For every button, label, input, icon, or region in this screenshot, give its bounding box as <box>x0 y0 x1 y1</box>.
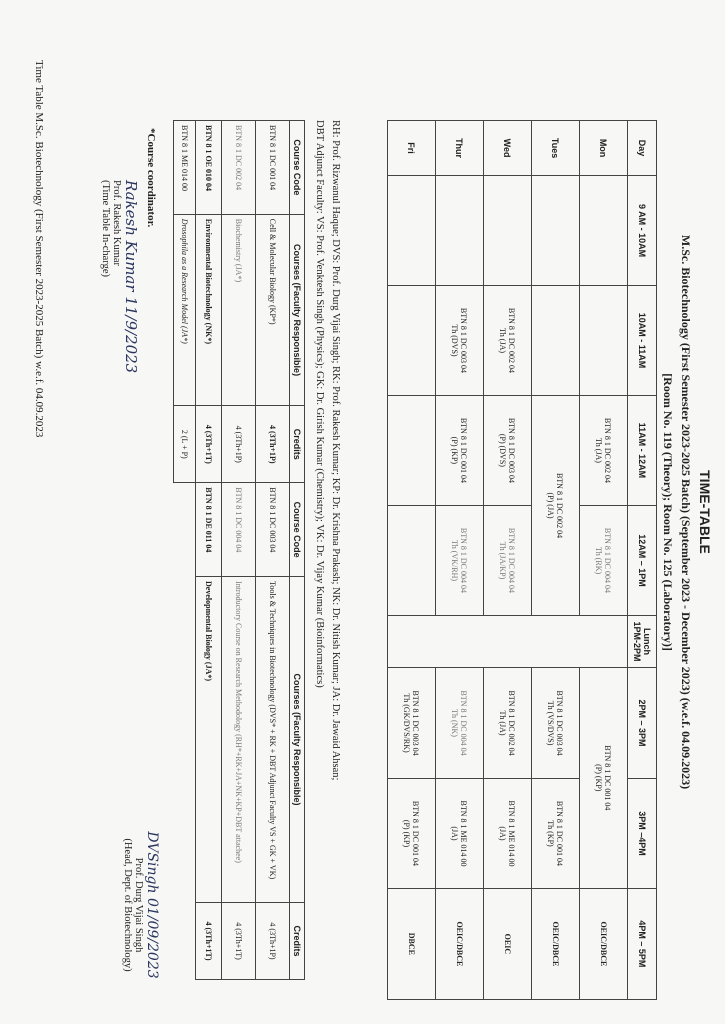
left-signature: Rakesh Kumar 11/9/2023 <box>122 180 140 374</box>
courses-header-row <box>290 121 305 980</box>
timetable-cell: BTN 8 1 DC 004 04 Th (NK) <box>436 667 484 778</box>
timetable-cell: BTN 8 1 DC 002 04 Th (JA) <box>580 395 628 505</box>
course-name: Introductory Course on Research Methodology (RH*+RK+JA+NK+KP+DBT attachee) <box>222 577 256 903</box>
course-credits: 4 (3Th+1T) <box>196 903 222 980</box>
faculty-legend-line2: DBT Adjunct Faculty: VS: Prof. Venktesh Singh (Physics); GK: Dr. Girish Kumar (Chemistry); VK: Dr. Vijay Kumar (Bioinformatics) <box>314 120 325 688</box>
page-subtitle: M.Sc. Biotechnology (First Semester 2023-2025 Batch) (September 2023 - December 2023) (w.e.f. 04.09.2023) <box>679 234 693 790</box>
timetable <box>387 120 657 1000</box>
room-info: [Room No. 119 (Theory); Room No. 125 (Laboratory)] <box>661 373 675 651</box>
course-code: BTN 8 1 DC 002 04 <box>222 121 256 215</box>
timetable-cell: BTN 8 1 DC 001 04 Th (KP) <box>532 779 580 889</box>
timetable-cell: BTN 8 1 DC 004 04 Th (JA/KP) <box>484 505 532 615</box>
timetable-cell <box>532 176 580 286</box>
course-name: Tools & Techniques in Biotechnology (DVS* + RK + DBT Adjunct Faculty VS + GK + VK) <box>256 577 290 903</box>
timetable-cell <box>580 286 628 396</box>
timetable-cell: BTN 8 1 DC 002 04 Th (JA) <box>484 667 532 778</box>
timetable-cell <box>388 176 436 286</box>
timetable-cell <box>532 286 580 396</box>
course-credits: 4 (3Th+1T) <box>222 903 256 980</box>
course-credits: 4 (3Th+1P) <box>256 903 290 980</box>
coordinator-note: *Course coordinator. <box>145 128 157 228</box>
header-course-code: Course Code <box>290 121 305 215</box>
timetable-cell: OEIC/DBCE <box>436 888 484 999</box>
header-courses-2: Courses (Faculty Responsible) <box>290 577 305 903</box>
course-code: BTN 8 1 DC 003 04 <box>256 483 290 577</box>
table-row <box>388 121 436 1000</box>
timetable-cell <box>580 176 628 286</box>
course-name: Drosophila as a Research Model (JA*) <box>174 214 196 406</box>
page-title: TIME-TABLE <box>697 470 713 554</box>
timetable-cell: OEIC/DBCE <box>532 888 580 999</box>
timetable-cell <box>436 176 484 286</box>
timetable-cell: DBCE <box>388 888 436 999</box>
right-signatory-name: Prof. Durg Vijai Singh <box>133 857 144 953</box>
timetable-cell <box>388 286 436 396</box>
timetable-cell <box>388 395 436 505</box>
day-cell: Wed <box>484 121 532 176</box>
left-signature-block <box>100 180 140 420</box>
col-11am: 11AM - 12AM <box>628 395 657 505</box>
course-name: Cell & Molecular Biology (KP*) <box>256 214 290 406</box>
faculty-legend-line1: RH: Prof. Rizwanul Haque; DVS: Prof. Durg Vijai Singh; RK: Prof. Rakesh Kumar; KP: Dr. Krishna Prakash; NK: Dr. Nitish Kumar; JA: Dr. Jawaid Ahsan; <box>330 120 341 781</box>
course-code: BTN 8 1 DC 004 04 <box>222 483 256 577</box>
header-courses: Courses (Faculty Responsible) <box>290 214 305 406</box>
col-10am: 10AM - 11AM <box>628 286 657 396</box>
timetable-cell: BTN 8 1 DC 002 04 (P) (JA) <box>532 395 580 615</box>
empty-cell <box>174 577 196 903</box>
timetable-cell: BTN 8 1 DC 003 04 Th (VS/DVS) <box>532 667 580 778</box>
left-signatory-name: Prof. Rakesh Kumar <box>111 180 122 267</box>
timetable-cell: BTN 8 1 DC 003 04 (P) (DVS) <box>484 395 532 505</box>
day-cell: Tues <box>532 121 580 176</box>
table-row <box>222 121 256 980</box>
faculty-legend <box>311 120 343 1010</box>
course-name: Environmental Biotechnology (NK*) <box>196 214 222 406</box>
timetable-cell: BTN 8 1 DC 003 04 Th (DVS) <box>436 286 484 396</box>
col-lunch: Lunch 1PM-2PM <box>628 616 657 668</box>
empty-cell <box>174 903 196 980</box>
timetable-cell: BTN 8 1 ME 014 00 (JA) <box>484 779 532 889</box>
timetable-cell: BTN 8 1 DC 004 04 Th (RK) <box>580 505 628 615</box>
table-row <box>532 121 580 1000</box>
right-signatory-role: (Head, Dept. of Biotechnology) <box>122 838 133 972</box>
table-row <box>196 121 222 980</box>
timetable-header-row <box>628 121 657 1000</box>
timetable-cell: BTN 8 1 DC 003 04 Th (GK/DVS/RK) <box>388 667 436 778</box>
header-credits-2: Credits <box>290 903 305 980</box>
timetable-cell <box>388 505 436 615</box>
course-code: BTN 8 1 DC 001 04 <box>256 121 290 215</box>
left-signatory-role: (Time Table In-charge) <box>100 180 111 278</box>
header-credits: Credits <box>290 406 305 483</box>
timetable-cell: BTN 8 1 DC 001 04 (P) (KP) <box>388 779 436 889</box>
table-row <box>256 121 290 980</box>
course-credits: 4 (3Th+1P) <box>256 406 290 483</box>
timetable-cell: BTN 8 1 DC 004 04 Th (VK/RH) <box>436 505 484 615</box>
course-credits: 4 (3Th+1P) <box>222 406 256 483</box>
course-credits: 4 (3Th+1T) <box>196 406 222 483</box>
col-9am: 9 AM - 10AM <box>628 176 657 286</box>
lunch-cell <box>388 616 628 668</box>
right-signature-block <box>122 800 160 1010</box>
timetable-cell: BTN 8 1 DC 001 04 (P) (KP) <box>580 667 628 888</box>
timetable-cell: BTN 8 1 DC 001 04 (P) (KP) <box>436 395 484 505</box>
empty-cell <box>174 483 196 577</box>
timetable-cell: OEIC <box>484 888 532 999</box>
course-code: BTN 8 1 OE 010 04 <box>196 121 222 215</box>
day-cell: Fri <box>388 121 436 176</box>
col-4pm: 4PM – 5PM <box>628 888 657 999</box>
right-signature: DVSingh 01/09/2023 <box>144 831 160 979</box>
course-name: Developmental Biology (JA*) <box>196 577 222 903</box>
col-day: Day <box>628 121 657 176</box>
table-row <box>580 121 628 1000</box>
page-footer: Time Table M.Sc. Biotechnology (First Semester 2023-2025 Batch) w.e.f. 04.09.2023 <box>33 60 45 438</box>
day-cell: Mon <box>580 121 628 176</box>
timetable-cell: BTN 8 1 ME 014 00 (JA) <box>436 779 484 889</box>
course-credits: 2 (L + P) <box>174 406 196 483</box>
courses-table <box>173 120 305 980</box>
table-row <box>484 121 532 1000</box>
timetable-cell: OEIC/DBCE <box>580 888 628 999</box>
col-3pm: 3PM –4PM <box>628 779 657 889</box>
course-code: BTN 8 1 DE 011 04 <box>196 483 222 577</box>
timetable-cell <box>484 176 532 286</box>
table-row <box>174 121 196 980</box>
table-row <box>436 121 484 1000</box>
course-code: BTN 8 1 ME 014 00 <box>174 121 196 215</box>
timetable-cell: BTN 8 1 DC 002 04 Th (JA) <box>484 286 532 396</box>
col-12am: 12AM – 1PM <box>628 505 657 615</box>
course-name: Biochemistry (JA*) <box>222 214 256 406</box>
col-2pm: 2PM – 3PM <box>628 667 657 778</box>
day-cell: Thur <box>436 121 484 176</box>
header-course-code-2: Course Code <box>290 483 305 577</box>
